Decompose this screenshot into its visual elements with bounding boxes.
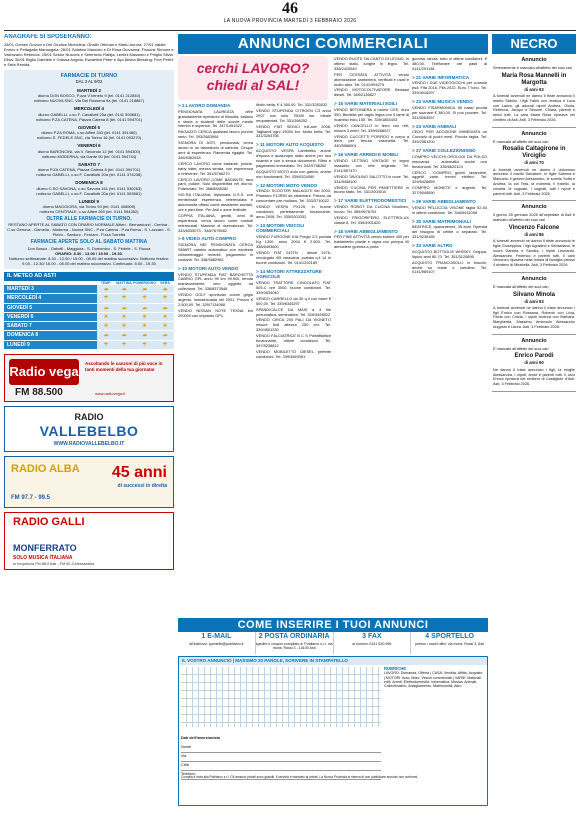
necro-text: A funerali avvenuti ne danno il triste annuncio le figlie Giuseppina, i figli Agostino e Sebastiano, le nuore Daniela e Sandra, i nipoti Leonardo, Alessandro, Federico e parenti tutti. Il caro Vincenzo riposerà nella tomba di famiglia presso il cimitero di Mirabella. Asti, 3 Febbraio 2026. xyxy=(493,239,575,268)
meteo-header: POMERIGGIO xyxy=(133,280,156,285)
farmacia-line: diurno P.ZA ROMA, c.so Alfieri 343 (tel. 0141 351480) xyxy=(41,130,137,136)
necro-heading: Annuncio xyxy=(521,275,547,282)
coupon-field[interactable]: Città xyxy=(181,763,381,771)
insert-option-number: 3 xyxy=(362,633,367,640)
coupon-fields xyxy=(181,735,381,780)
classified-ad: VENDO FIAT 242TN - diesel 1976, omologato 4/5 caravana, portata q.li 14 in buone condizioni. Tel. 0141/292189 xyxy=(256,249,331,265)
weather-icon: ☁ xyxy=(156,331,174,340)
classified-ad: VENDO NISSAN NOTE TEKNA km 200000 con impianto GPL. xyxy=(178,307,253,318)
farmacia-day: GIOVEDÌ 5 xyxy=(78,124,100,130)
farmacia-day: DOMENICA 8 xyxy=(75,180,103,186)
meteo-row xyxy=(4,303,174,312)
rubriche-title: RUBRICHE xyxy=(384,666,407,671)
classified-ad: VENDO CIRCA 200 PALI DA VIGNETO misure 6x8 altezza 250 cm. Tel. 339/4501230 xyxy=(256,317,331,333)
farmacia-day: SABATO 7 xyxy=(78,161,100,167)
meteo-row xyxy=(4,294,174,303)
necro-intro: Il giorno 28 gennaio 2026 all'ospedale di Asti è mancato all'affetto dei suoi cari xyxy=(493,213,575,223)
classified-ad: COMPRO MONETE e argento. Tel. 327/9048590 xyxy=(412,185,487,196)
farmacie-extra2-text: Don Bosco - Gabelli - Maggiora - S. Domenico - S. Fedele - S. Rocca xyxy=(27,245,151,251)
weather-icon: ☂ xyxy=(115,340,133,349)
farmacia-day: VENERDÌ 6 xyxy=(77,143,101,149)
weather-icon: ☁ xyxy=(133,331,156,340)
classified-ad: VENDO CUCINA PER PANETTIERE in buono stato. Tel. 331/2004010 xyxy=(334,184,409,195)
meteo-day: SABATO 7 xyxy=(4,322,97,331)
insert-option-number: 1 xyxy=(201,633,206,640)
classified-ad: VENDO LETTINO VINTAGE in legno massello con rete originale. Tel. 0141/557470 xyxy=(334,157,409,173)
annunci-columns xyxy=(178,56,488,616)
necro-intro: È mancata all'affetto dei suoi cari xyxy=(493,284,549,289)
necro-text: A funerali avvenuti ne danno il triste annuncio il marito Sabino, i figli Fabio con Jessica e Luca con Laura, gli adorati nipoti Andrea, Giulia, Rebecca, Jacopo e Simone, Chiara, parenti e amici tutti. La cara Maria Rosa riposerà nel cimitero di Asti. Asti, 3 Febbraio 2026. xyxy=(493,93,575,122)
annunci-column-1-list xyxy=(178,103,253,319)
insert-option-text: al numero 0141 530.996 xyxy=(352,641,392,646)
coupon-field[interactable]: Telefono xyxy=(181,772,381,780)
radio-vega-url[interactable]: www.radiovega.it xyxy=(95,390,126,396)
annunci-column-1 xyxy=(178,56,253,616)
ad-category: > 15 VARIE MATERIALI EDILI xyxy=(334,101,398,107)
annunci-column-4-list xyxy=(412,57,487,275)
meteo-header: TEMP. xyxy=(100,280,112,285)
radio-alba-badge xyxy=(112,463,167,489)
come-inserire-section xyxy=(178,618,488,806)
insert-option-number: 4 xyxy=(425,633,430,640)
radio-alba-years: 45 anni xyxy=(111,463,167,481)
classified-ad: VENDO FISARMONICA 96 bassi pronta per suonare € 380,00. Si può provare. Tel. 331/5063537 xyxy=(412,104,487,120)
weather-icon: ☁ xyxy=(115,331,133,340)
classified-ad: VENDO STUPENDA FIAT BARCHETTA CABRIO GPL anno 99 km 99.900, tenuta maniacalmente, vero oggetto da collezione. Tel. 338/8373548 xyxy=(178,271,253,292)
weather-icon: ☀ xyxy=(97,312,115,321)
farmacia-day: MERCOLEDÌ 4 xyxy=(73,106,104,112)
classified-ad: VENDO BETONIERA a norme CEE, euro 300. Bindella per taglio legna con 5 lame di ricambio euro 150. Tel. 339/1853403 xyxy=(334,106,409,122)
classified-ad: SPANDICALCE DA MAIS a 4 file pneumatica, seminatrice. Tel. 339/3428522 xyxy=(256,306,331,317)
weather-icon: ☀ xyxy=(115,312,133,321)
ad-category: > 27 VARIE COLLEZIONISMO xyxy=(412,148,476,154)
insert-option-name: POSTA ORDINARIA xyxy=(264,633,330,640)
annunci-commerciali-section xyxy=(178,34,488,819)
page-number: 46 xyxy=(282,0,298,17)
farmacia-line: notturno NUOVA SNC, Via Del Rossena 9a (tel. 0141 218887) xyxy=(33,98,145,104)
meteo-day: DOMENICA 8 xyxy=(4,331,97,340)
insert-option-label xyxy=(411,633,488,642)
necro-announcement xyxy=(492,54,576,128)
farmacia-line: notturno S. FEDELE SNC, via Torino 16 (tel. 0141 093270) xyxy=(36,135,142,141)
insert-option[interactable] xyxy=(334,632,412,654)
classified-ad: COMPRO VECCHI OROLOGI DA POLSO meccanici - automatici anche non funzionanti. Tel. 335/6620124 xyxy=(412,153,487,169)
rubriche-text: LAVORO: Domanda, Offerta | CASA: Vendita, Affitto, Acquisto | MOTORI: Auto, Moto, Veicoli commerciali | VARIE: Materiali edili, Arredi, Elettrodomestici, Informatica, Musica, Animali, Collezionismo, Abbigliamento, Matrimoniali, Altro xyxy=(384,671,483,689)
classified-ad: PER FINE ATTIVITÀ vendo bobine 400 per trattamento piante e vigna con pompa 40 atmosfere gomma a porta xyxy=(334,234,409,250)
annunci-column-2-list xyxy=(256,103,331,360)
classified-ad: CEDO PER ADOZIONE IMMEDIATA un Cucciolo di pochi mesi. Piccola taglia. Tel. 339/2581200 xyxy=(412,129,487,145)
meteo-box xyxy=(4,272,174,350)
necro-name: Enrico Parodi xyxy=(514,353,554,360)
meteo-body xyxy=(4,285,174,350)
farmacie-days xyxy=(7,88,171,215)
weather-icon: ☁ xyxy=(115,303,133,312)
necro-list xyxy=(492,54,576,392)
necro-announcement xyxy=(492,335,576,392)
monferrato-line1: RADIO GALLI xyxy=(13,515,85,528)
farmacia-line: diurno MAGGIORA, via Torino 93 (tel. 0141 408909) xyxy=(42,204,136,210)
weather-icon: ☂ xyxy=(133,340,156,349)
meteo-row xyxy=(4,340,174,349)
coupon-fine-print: Compila e invia alla Publiarco s.r.l. Gli annunci privati sono gratuiti. Il servizio è riservato ai privati. La Nuova Provincia si riserva di non pubblicare annunci non conformi. xyxy=(181,775,419,779)
meteo-row xyxy=(4,331,174,340)
vallebelbo-line1: RADIO xyxy=(74,411,104,422)
necro-heading: Annuncio xyxy=(521,337,547,344)
classified-ad: PER CESSATA ATTIVITÀ vendo atomizzatore cantoniera, verificati e usati e molto altro. Tel. 0141/994279 xyxy=(334,71,409,87)
necro-intro: È mancata all'affetto dei suoi cari xyxy=(493,139,549,144)
insert-option-name: SPORTELLO xyxy=(431,633,474,640)
necro-name: Vincenzo Falcone xyxy=(508,224,560,231)
weather-icon: ☁ xyxy=(97,331,115,340)
radio-alba-frequency: FM 97.7 - 99.5 xyxy=(11,495,51,502)
insert-option-text: presso i nostri uffici: via mons. Rossi 3, Asti xyxy=(415,641,485,646)
necro-name: Maria Rosa Mannelli in Margotta xyxy=(501,72,567,86)
vallebelbo-url[interactable]: WWW.RADIOVALLEBELBO.IT xyxy=(53,440,125,447)
ad-category: > 13 MOTORI VEICOLI COMMERCIALI xyxy=(256,222,305,234)
weather-icon: ☁ xyxy=(97,285,115,294)
necro-announcement xyxy=(492,273,576,335)
insert-option[interactable] xyxy=(178,632,256,654)
necro-age: di anni 93 xyxy=(524,298,544,304)
meteo-header: MATTINA xyxy=(116,280,132,285)
come-inserire-options xyxy=(178,632,488,654)
weather-icon: ☂ xyxy=(97,340,115,349)
necro-announcement xyxy=(492,201,576,273)
classified-ad: VENDO TAVOLINO SALOTTO in noce. Tel. 334/8458100 xyxy=(334,173,409,184)
necro-name: Rosalia Caltagirone in Virciglio xyxy=(502,146,566,160)
anagrafe-text: 28/01 Gomes Govoni e Del Giudice Michelina; Ghalib Othman e Mariu Aurora; 27/01 Vaiale Enrico e Pettagalla Mariangela; 26/01 Salatino Maurizio e Di Rosa Giovanna; Fissone Simone e Valenzano Rebecca; 25/01 Sektor Nusovic e Sefertovic Rabija; Lentini Massimo e Priiglio Silvia Elisa; 30/01 Biglia Gabriele e Grassa Angela; Ewalelloh Peter e Ayo Alisha Blessing; Fiori Petrhi e Sefa Renida. xyxy=(4,41,174,67)
farmacie-title: FARMACIE DI TURNO xyxy=(60,72,118,79)
farmacia-line: notturno GABELLI, c.so F. Cavallotti 20a (tel. 0141 593681) xyxy=(36,190,142,196)
farmacie-notturno: Notturno settimanale: 8.30 - 13.00 / 15.00 - 08.00 del mattino successivo. Notturno festivo: 9.00 - 12.30/ 16.00 - 08.00 del mattino successivo. Continuato: 8.00 - 19.30 xyxy=(8,255,170,266)
classified-ad: VENDO STUPENDA CITROEN C3 anno 2007 con solo 75000 km. Ideale neopatentati. Tel. 331/398252 xyxy=(256,107,331,123)
monferrato-line3: SOLO MUSICA ITALIANA xyxy=(13,554,73,561)
necro-text: A funerali avvenuti ne danno il dolorosso annuncio il marito Salvatore, le figlie Sabrina e Manuela, il genero Alessandro, le sorelle Sofia e Andrea, la zia Teta, la mamma, il fratello, la novella, le cognate, i cognati, tutti i nipoti e parenti tutti. Asti, 3 Febbraio 2026. xyxy=(493,167,575,196)
classified-ad: gomma, lancia, tutto in ottime condizioni. € 480,00. Telefonare ore pasti al 0141/291138 xyxy=(412,56,487,71)
classified-ad: BEATRICE, quarantenne, 35 anni. Operaia del bisogno di celibe o separato. Tel. 331/9238185 xyxy=(412,224,487,240)
weather-icon: ☂ xyxy=(97,294,115,303)
insert-option-text: all'indirizzo: sportello@publiarco.it xyxy=(189,641,244,646)
classified-ad: VENDO CARRELLO da 30 q.li con barre € 500,00. Tel. 339/6345297 xyxy=(256,295,331,306)
farmacia-line: notturno CENTRALE, c.so Alfieri 269 (tel. 0141 594282) xyxy=(39,209,139,215)
necro-age: di anni 63 xyxy=(524,86,544,92)
insert-option-label xyxy=(178,633,255,642)
farmacie-dates: DAL 3 AL 9/02 xyxy=(75,79,103,85)
ad-category: > 21 VARIE INFORMATICA xyxy=(412,74,470,80)
weather-icon: ☂ xyxy=(156,294,174,303)
weather-icon: ☀ xyxy=(156,322,174,331)
weather-icon: ☀ xyxy=(133,322,156,331)
classified-ad: VENDO FURGONE KIA Pregio 2.5 portata Kg 1300, anno 2004 € 2.500. Tel. 338/6493600 xyxy=(256,234,331,249)
necro-age: di anni 90 xyxy=(524,360,544,366)
annunci-column-2 xyxy=(256,56,331,616)
weather-icon: ☂ xyxy=(133,294,156,303)
weather-icon: ☂ xyxy=(115,294,133,303)
monferrato-line4: In frequenza FM 88.0 Asti - FM 90.3 Alessandria xyxy=(13,561,95,566)
necro-text: A funerali avvenuti ne danno il triste annuncio i figli Enrico con Rossana, Roberto con Livia, Paola con Cinzia, i nipoti Andrea con Barbara, Margherita, Massimo Ambrosio Alessandro Augusto e Laura. Asti, 3 Febbraio 2026. xyxy=(493,305,575,330)
radio-vallebelbo-ad[interactable] xyxy=(4,406,174,452)
classified-ad: CERCO LAVORO COME BADANTE, lavo parti, pulizie. Solo disponibilità nel diurno. Potenziato. Tel. 388/8848282 xyxy=(178,176,253,192)
ad-category: > 29 VARIE ABBIGLIAMENTO xyxy=(412,199,476,205)
classified-ad: VENDO GOLF sportsvan colore grigio argento, immatricolata nel 2001. Prezzo € 2.500,00. Tel. 339/7134068 xyxy=(178,292,253,308)
left-column xyxy=(4,34,174,819)
coupon-field[interactable]: Via xyxy=(181,754,381,762)
classified-ad: VENDO MOBILETTO DIESEL perfette condizioni. Tel. 339/4569391 xyxy=(256,348,331,359)
annunci-banner: ANNUNCI COMMERCIALI xyxy=(178,34,488,54)
classified-ad: VENDO MOTOCOLTIVATORE Benassi diesel. Tel. 349/2136827 xyxy=(334,87,409,98)
farmacie-extra-text: RESTANO APERTE AL SABATO CON ORARIO NORMALE Alfieri - Bernardozzi - Cerrina - C.so Genova - Gamella - Moderna - Nuova SNC - P.za Catena - P.za Roma - S. Lazzaro - S. Pietro - Sardoni - Ferriani - P.zza Torretta xyxy=(7,222,171,238)
weather-icon: ☁ xyxy=(156,285,174,294)
ad-category: > 16 VARIE ARREDI E MOBILI xyxy=(334,152,399,158)
necro-name: Silvano Minola xyxy=(512,291,555,298)
meteo-day: VENERDÌ 6 xyxy=(4,312,97,321)
classified-ad: VENDO FALCIATRICE B C S Portaffiatrice funzionante, ottime condizioni. Tel. 347/5238812 xyxy=(256,333,331,348)
sal-lavoro-ad[interactable] xyxy=(178,56,328,100)
classified-ad: SIGNORA NEI PENSIONATA CERCA SMART cambio automatico con modesta chilometraggio recente, pagamento in contanti. Tel. 338/3882962 xyxy=(178,242,253,262)
classified-ad: VENDO FRIGORIFERO ELETTROLUX classe A. Tel. 339/4901620 xyxy=(334,214,409,225)
weather-icon: ☀ xyxy=(115,322,133,331)
classified-ad: RAGAZZO CERCA qualsiasi lavoro purché serio. Tel. 393/2683908 xyxy=(178,129,253,140)
header-rule xyxy=(4,30,576,31)
weather-icon: ☁ xyxy=(133,303,156,312)
coupon-grid[interactable] xyxy=(181,667,381,727)
necro-announcement xyxy=(492,128,576,202)
ad-category: > 14 MOTORI ATTREZZATURE AGRICOLE xyxy=(256,268,322,280)
radio-vega-text: Ascoltando le canzoni di più voce in tanti momenti della tua giornata! xyxy=(85,360,163,372)
monferrato-line2: MONFERRATO xyxy=(13,542,77,553)
anagrafe-title: ANAGRAFE SI SPOSERANNO: xyxy=(4,34,92,40)
annunci-column-3-list xyxy=(334,57,409,250)
weather-icon: ☀ xyxy=(156,312,174,321)
classified-ad: VENDO TRATTORE CINGOLATO FIAT 505-C ore 3000, buone condizioni. Tel. 339/2634040 xyxy=(256,280,331,295)
farmacia-line: diurno BARONCINI, via V. Secondo 12 (tel. 0141 594300) xyxy=(37,148,141,154)
ad-category: > 9 VIDEO AUTO COMPRO xyxy=(178,236,237,242)
meteo-day: GIOVEDÌ 5 xyxy=(4,303,97,312)
annunci-column-3 xyxy=(334,56,409,616)
classified-ad: PENSIONATA LAUREATA offre gratuitamente ripetizioni di filosofia, italiano e storia a studenti delle scuole medie inferiori e superiori. Tel. 347/1451522 xyxy=(178,108,253,129)
meteo-row xyxy=(4,285,174,294)
vallebelbo-line2: VALLEBELBO xyxy=(39,423,139,440)
necrologie-column xyxy=(492,34,576,819)
meteo-day: LUNEDÌ 9 xyxy=(4,340,97,349)
weather-icon: ☁ xyxy=(156,303,174,312)
ad-category: > 17 VARIE ELETTRODOMESTICI xyxy=(334,198,407,204)
classified-ad: COPPIA ITALIANA, gentili, anni di esperienza, cerca lavoro come custodi referenziati. Massimi di riservatezza. Tel. 333/8335073 - 348/7675582 xyxy=(178,212,253,233)
necro-intro: È mancato all'affetto dei suoi cari xyxy=(493,346,549,351)
classified-ad: ACQUISTO MOTO auto con gancio, anche non funzionanti. Tel. 339/6324080 xyxy=(256,168,331,179)
sal-ad-line1: cerchi LAVORO? xyxy=(196,60,310,76)
insert-option-text: spedire il coupon compilato a: Publiarco s.r.l. via mons. Rossi 3 - 14100 Asti xyxy=(255,641,333,651)
annunci-column-4 xyxy=(412,56,487,616)
radio-monferrato-ad[interactable] xyxy=(4,512,174,570)
weather-icon: ☁ xyxy=(97,303,115,312)
classified-ad: SIG.RA ITALIANA, diplomata O.S.S. con trentennale esperienza, referenziata e automunita offresi come assistente anziani, ore e part-time. Per Asti e zone limitrofe. xyxy=(178,192,253,212)
classified-ad: VENDO VESPA PX125, in buone condizioni, perfettamente funzionante, anno 2008. Tel. 335/5203332 xyxy=(256,203,331,219)
radio-vega-frequency: FM 88.500 xyxy=(15,386,63,398)
ad-category: > 11 MOTORI AUTO ACQUISTO xyxy=(256,142,324,148)
meteo-row xyxy=(4,312,174,321)
radio-vega-ad[interactable] xyxy=(4,354,174,402)
weather-icon: ☀ xyxy=(133,312,156,321)
ad-category: > 12 MOTORI MOTO VENDO xyxy=(256,182,318,188)
classified-ad: CERCO - COMPRO, giochi, lavandine, oggetti varie, trenini elettrici. Tel. 329/6426859 xyxy=(412,169,487,185)
farmacie-extra2-title: FARMACIE APERTE SOLO AL SABATO MATTINA xyxy=(30,239,148,246)
meteo-day: MERCOLEDÌ 4 xyxy=(4,294,97,303)
classified-ad: SIGNORA DI ASTI, pensionata, cerca lavoro in un laboratorio di sartoria. Cinque anni di esperienza. Ramenda rigaglie. Tel. 346/5362618 xyxy=(178,140,253,160)
farmacia-line: notturno P.ZA CATENA, Piazza Catena 8 (tel. 0141 594701) xyxy=(35,116,143,122)
weather-icon: ☁ xyxy=(115,285,133,294)
classified-ad: VENDO ROBOT DA CUCINA Moulinex, nuovo. Tel. 389/9676761 xyxy=(334,204,409,214)
meteo-title: IL METEO AD ASTI xyxy=(4,272,174,281)
classified-ad: VENDO CUCCETTI PORFIDO e corpo a lerra per tenuta vaschetta. Tel. 340/5588901 xyxy=(334,133,409,149)
farmacia-day: MARTEDÌ 3 xyxy=(77,87,101,93)
necro-heading: Annuncio xyxy=(521,130,547,137)
classified-ad: VENDO PELLICCIA VISONE taglia 52-54 in ottime condizioni. Tel. 348/5431008 xyxy=(412,204,487,215)
radio-alba-name: RADIO ALBA xyxy=(11,462,80,475)
classified-ad: VENDO I DUE VIDEOGIOCHI per console ps4: Fifa 2016, Fifa 2022. Euro 7 l'uno. Tel. 339/4016297 xyxy=(412,80,487,96)
classified-ad: VENDO FIAT SEDICI full-axe 2008. Tagliandi ogni 15000 km. Molto bella. Tel. 331/3263756 xyxy=(256,123,331,139)
classified-ad: ACQUISTO VESPA Lambretta anche d'epoca e qualunque stato anche per uso ricambi e con o senza documenti. Ritiro e pagamento immediato. Tel. 342/5758262 xyxy=(256,148,331,168)
ad-category: > 23 VARIE MUSICA VENDO xyxy=(412,99,473,105)
insert-option-number: 2 xyxy=(258,633,263,640)
coupon-field[interactable]: Nome xyxy=(181,745,381,753)
necro-text: Ne danno il triste annuncio i figli, la moglie Alessandra, i nipoti, amici e parenti tutti. Il caro Enrico riposerà nel cimitero di Castigliole d'Asti. Asti, 3 Febbraio 2026. xyxy=(493,367,575,387)
coupon-form[interactable] xyxy=(178,656,488,806)
masthead xyxy=(0,0,580,30)
ad-category: > 33 VARIE ALTRO xyxy=(412,243,453,249)
classified-ad: ACQUISTO BOTTIGLIE WHISKY, Grappa, liquori anni 60-70. Tel. 351/3120895 xyxy=(412,248,487,259)
sal-ad-line2: chiedi al SAL! xyxy=(206,77,300,93)
classified-ad: VENDO SCOOTER MALAGUTI del 2003, Phantom F12R50 da sistemare. Prezzo da concordare pre-mollano. Tel. 333/3710022 xyxy=(256,188,331,204)
radio-vega-logo: Radio vega xyxy=(9,359,79,385)
coupon-form-title: IL VOSTRO ANNUNCIO | MASSIMO 20 PAROLE, SCRIVERE IN STAMPATELLO xyxy=(179,657,487,665)
insert-option[interactable] xyxy=(411,632,488,654)
necro-heading: Annuncio xyxy=(521,204,547,211)
farmacia-line: diurno P.ZA CATENA, Piazza Catena 8 (tel. 0141 594701) xyxy=(37,167,141,173)
meteo-day: MARTEDÌ 3 xyxy=(4,285,97,294)
farmacie-orario: ORARIO: 8.30 - 13.00 / 15.00 - 19.30. xyxy=(55,250,123,256)
insert-option[interactable] xyxy=(256,632,334,654)
ad-category: > 18 VARIE ABBIGLIAMENTO xyxy=(334,228,398,234)
necro-age: di anni 70 xyxy=(524,160,544,166)
farmacie-extra-title: OLTRE ALLE FARMACIE DI TURNO, xyxy=(46,216,132,223)
radio-alba-ad[interactable] xyxy=(4,456,174,508)
insert-option-name: FAX xyxy=(367,633,382,640)
weather-icon: ☀ xyxy=(97,322,115,331)
necro-heading: Annuncio xyxy=(521,57,547,63)
newspaper-dateline: LA NUOVA PROVINCIA MARTEDÌ 3 FEBBRAIO 2026 xyxy=(223,18,357,24)
rubriche-list xyxy=(384,667,484,688)
radio-alba-claim: di successi in diretta xyxy=(117,482,167,489)
necro-age: di anni 86 xyxy=(524,231,544,237)
ad-category: > 2 LAVORO DOMANDA xyxy=(178,103,231,108)
weather-icon: ☁ xyxy=(133,285,156,294)
insert-option-label xyxy=(334,633,411,642)
ad-category: > 10 MOTORI AUTO VENDO xyxy=(178,265,239,271)
come-inserire-title: COME INSERIRE I TUOI ANNUNCI xyxy=(178,618,488,632)
meteo-header: SERA xyxy=(160,280,170,285)
necro-banner: NECRO xyxy=(492,34,576,54)
farmacia-day: LUNEDÌ 9 xyxy=(78,198,99,204)
insert-option-name: E-MAIL xyxy=(207,633,232,640)
farmacia-line: notturno MODERNA, via Dante 90 (tel. 0141 594744) xyxy=(41,153,137,159)
farmacia-line: diurno DON BOSCO, P.zza V.Veneto 9 (tel. 0141 212840) xyxy=(37,93,141,99)
farmacia-line: diurno GABELLI, c.so F. Cavallotti 20a (tel. 0141 593681) xyxy=(38,111,140,117)
ad-category: > 24 VARIE ANIMALI xyxy=(412,123,457,129)
classified-ad: VENDO RUOTE DA CANTO DI LEGNO, in ottimo stato, lunghe in legno. Tel. 338/2415549 xyxy=(334,56,409,71)
necro-intro: Serenamente è mancata all'affetto dei suoi cari xyxy=(493,65,572,70)
farmacia-line: notturno GABELLI, c.so F. Cavallotti 20a (tel. 0141 374238) xyxy=(36,172,142,178)
coupon-field[interactable]: Dati dell'inserzionista xyxy=(181,736,220,740)
meteo-table xyxy=(4,281,174,350)
farmacia-line: diurno C.SO SAVONA, c.so Savona 161 (tel. 0141 530263) xyxy=(36,185,142,191)
classified-ad: CERCO LAVORO come badante, pulizie, baby sitter, mezza serata, con esperienza e referenze. Tel. 351/6766270 xyxy=(178,160,253,176)
ad-category: > 30 VARIE MATRIMONIALI xyxy=(412,218,471,224)
insert-option-label xyxy=(256,633,333,642)
classified-ad: VENDO CANCELLO in ferro con reti, misura 3 metri. Tel. 339/6268027 xyxy=(334,122,409,133)
classified-ad: ACQUISTO FRANCOBOLLI in blocchi, anche su buste e cartoline. Tel. 0141/969107 xyxy=(412,259,487,275)
classified-ad: Molto bella, € 4.350,00. Tel. 331/3283032 xyxy=(256,102,328,107)
farmacie-box xyxy=(4,70,174,269)
meteo-row xyxy=(4,322,174,331)
weather-icon: ☂ xyxy=(156,340,174,349)
